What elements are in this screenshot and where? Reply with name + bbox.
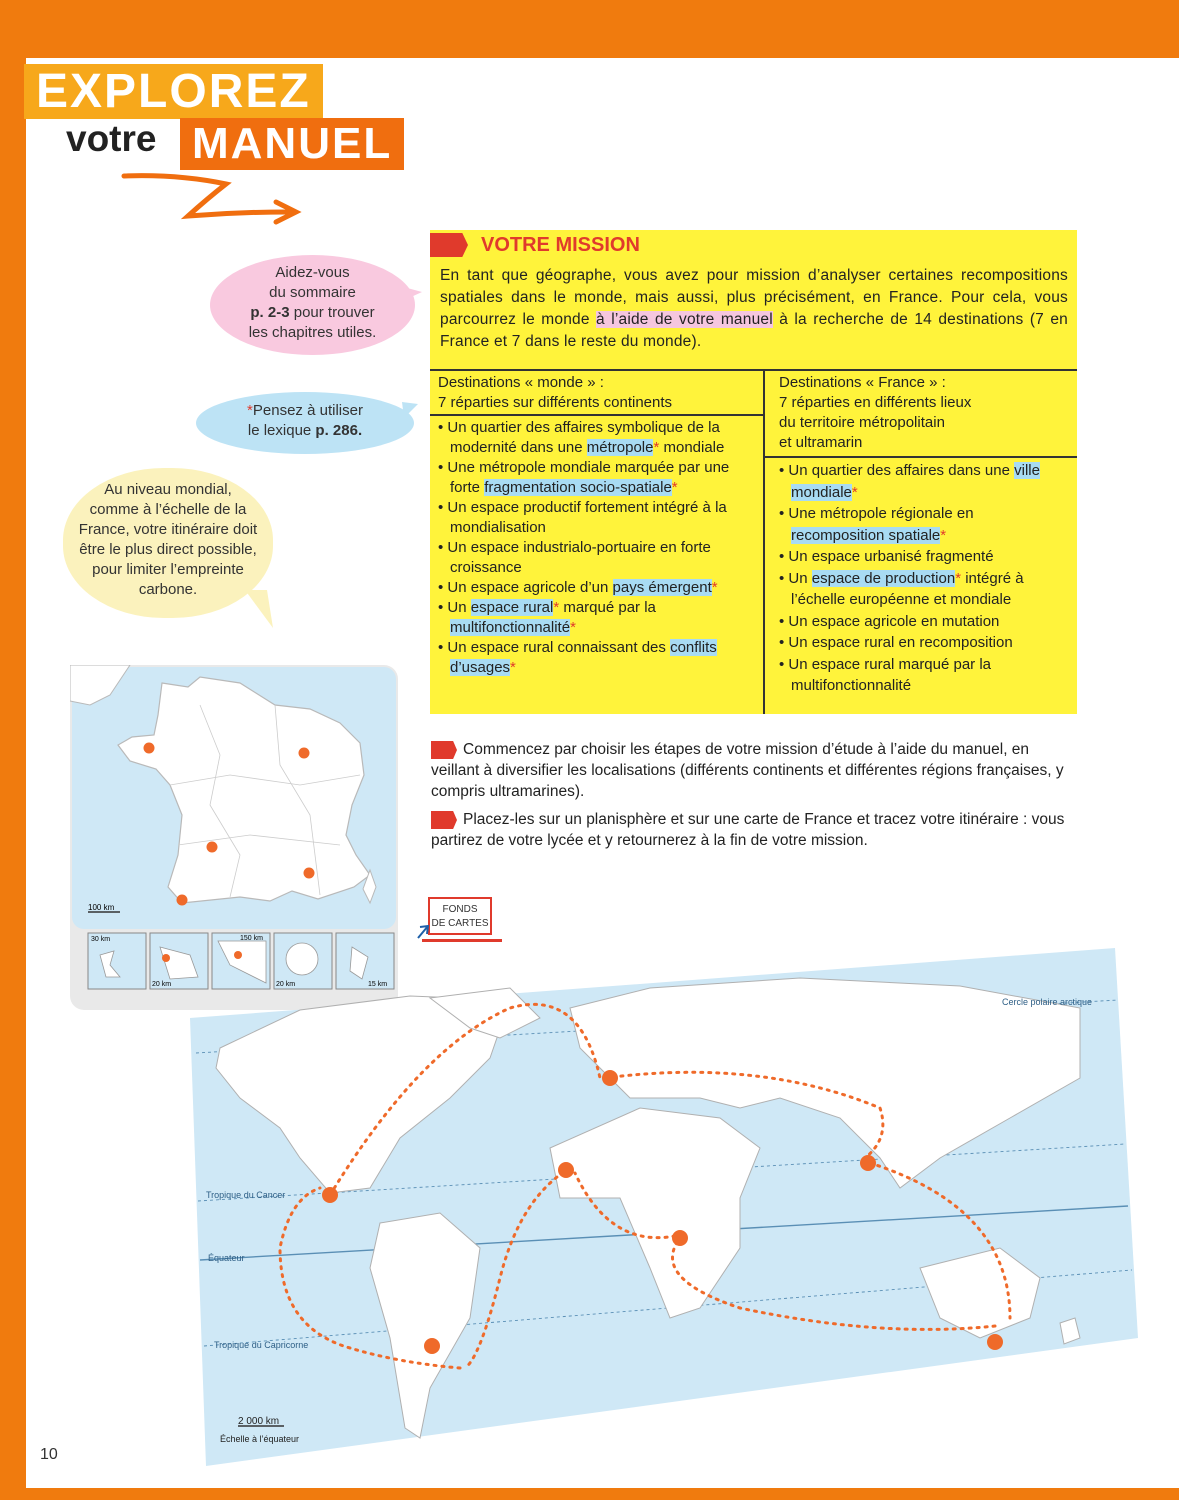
list-item: • Un espace urbanisé fragmenté <box>779 548 994 565</box>
inset-scale: 20 km <box>276 981 296 988</box>
title-manuel: MANUEL <box>180 118 404 170</box>
list-item: • Une métropole régionale en recomposition spatiale* <box>779 505 974 544</box>
item-text: intégré à l’échelle européenne et mondiale <box>791 569 1024 608</box>
label-capricorn: Tropique du Capricorne <box>214 1340 309 1350</box>
title-explorez: EXPLOREZ <box>24 64 323 119</box>
mission-title: VOTRE MISSION <box>481 234 640 256</box>
bubble-itineraire-line: comme à l’échelle de la <box>89 501 247 518</box>
monde-header-line2: 7 réparties sur différents continents <box>438 394 673 411</box>
divider <box>765 456 1077 458</box>
list-item: • Un espace rural en recomposition <box>779 634 1013 651</box>
list-item: • Un quartier des affaires symbolique de la modernité dans une métropole* mondiale <box>438 419 725 456</box>
inset-scale: 30 km <box>91 936 111 943</box>
lexique-term: conflits d’usages <box>450 639 717 676</box>
bubble-sommaire-line3: pour trouver <box>289 304 375 321</box>
lexique-star: * <box>247 402 253 419</box>
bubble-itineraire-line: France, votre itinéraire doit <box>78 521 258 538</box>
title-votre: votre <box>66 118 157 159</box>
list-item: • Un espace rural marqué par la multifonctionnalité <box>779 655 992 694</box>
france-list <box>779 460 1069 697</box>
zigzag-arrow-icon <box>118 168 303 228</box>
lexique-term: fragmentation socio-spatiale <box>484 479 672 496</box>
lexique-star: * <box>510 659 516 676</box>
inset-scale: 15 km <box>368 981 388 988</box>
lexique-star: * <box>653 439 660 456</box>
map-dot <box>144 743 155 754</box>
item-text: Une métropole mondiale marquée par une forte <box>447 459 730 496</box>
item-text: Un <box>447 599 471 616</box>
map-dot <box>672 1230 688 1246</box>
instruction-step2: Placez-les sur un planisphère et sur une carte de France et tracez votre itinéraire : vous partirez de votre lycée et y retournerez à la fin de votre mission. <box>431 811 1065 849</box>
lexique-term: pays émergent <box>612 579 712 596</box>
divider <box>430 414 763 416</box>
instruction-step1: Commencez par choisir les étapes de votre mission d’étude à l’aide du manuel, en veillant à diversifier les localisations (différents continents et différentes régions françaises, y compris ultramarines). <box>431 741 1064 800</box>
bubble-lexique-line1: Pensez à utiliser <box>252 402 363 419</box>
item-text: Un espace agricole d’un <box>447 579 613 596</box>
bubble-lexique-page: p. 286. <box>315 422 363 439</box>
lexique-star: * <box>851 483 858 501</box>
map-dot <box>162 954 170 962</box>
map-dot <box>987 1334 1003 1350</box>
label-equator: Équateur <box>208 1253 245 1263</box>
lexique-term: métropole <box>586 439 654 456</box>
inset-scale: 20 km <box>152 981 172 988</box>
fonds-underline <box>422 939 502 942</box>
world-map <box>180 948 1142 1468</box>
list-item: • Un espace productif fortement intégré à la mondialisation <box>438 499 727 536</box>
lexique-star: * <box>955 569 962 587</box>
monde-list <box>438 418 756 678</box>
map-dot <box>558 1162 574 1178</box>
list-item: • Une métropole mondiale marquée par une forte fragmentation socio-spatiale* <box>438 459 730 496</box>
item-text: mondiale <box>659 439 725 456</box>
item-text: Un espace rural connaissant des <box>447 639 671 656</box>
list-item: • Un espace agricole d’un pays émergent* <box>438 579 718 596</box>
scale-note: Échelle à l’équateur <box>220 1434 300 1444</box>
divider <box>763 369 765 714</box>
fonds-line2: DE CARTES <box>431 918 489 929</box>
item-text: Un espace productif fortement intégré à la mondialisation <box>447 499 727 536</box>
lexique-star: * <box>711 579 718 596</box>
item-text: Un quartier des affaires symbolique de la modernité dans une <box>447 419 720 456</box>
orange-frame-left <box>0 0 26 1500</box>
lexique-term: ville mondiale <box>791 462 1040 501</box>
map-dot <box>424 1338 440 1354</box>
label-cancer: Tropique du Cancer <box>206 1190 286 1200</box>
lexique-term: espace de production <box>811 569 956 587</box>
bubble-sommaire-line2: du sommaire <box>269 284 356 301</box>
france-header-line3: du territoire métropolitain <box>779 414 945 431</box>
item-text: Un quartier des affaires dans une <box>788 462 1015 479</box>
list-item: • Un espace rural connaissant des conflits d’usages* <box>438 639 717 676</box>
list-item: • Un quartier des affaires dans une ville mondiale* <box>779 462 1040 501</box>
bubble-tail <box>245 590 275 630</box>
orange-frame-top <box>0 0 1179 58</box>
bubble-sommaire-line1: Aidez-vous <box>275 264 350 281</box>
mission-text-after: à la recherche de 14 destinations (7 en France et 7 dans le reste du monde). <box>440 311 1069 350</box>
label-polar-circle: Cercle polaire arctique <box>1002 997 1093 1007</box>
cursor-arrow-icon <box>416 924 430 940</box>
france-header <box>779 373 971 453</box>
map-dot <box>207 842 218 853</box>
bubble-sommaire-line4: les chapitres utiles. <box>248 324 377 341</box>
item-text: Un espace rural marqué par la multifonctionnalité <box>788 655 992 694</box>
mission-text-highlight: à l’aide de votre manuel <box>596 311 773 328</box>
item-text: Un espace rural en recomposition <box>788 634 1013 651</box>
bubble-sommaire <box>210 255 415 355</box>
lexique-star: * <box>671 479 678 496</box>
list-item: • Un espace industrialo-portuaire en forte croissance <box>438 539 711 576</box>
orange-frame-bottom <box>0 1488 1179 1500</box>
map-dot <box>322 1187 338 1203</box>
map-dot <box>177 895 188 906</box>
bubble-itineraire <box>63 468 273 618</box>
map-dot <box>299 748 310 759</box>
scale-label: 2 000 km <box>238 1416 280 1427</box>
inset-scale: 150 km <box>240 935 263 942</box>
monde-header <box>438 373 672 413</box>
item-text: Un <box>788 569 812 587</box>
lexique-term: recomposition spatiale <box>791 526 941 544</box>
scale-label: 100 km <box>88 903 115 912</box>
bubble-lexique <box>196 392 414 454</box>
item-text: Un espace urbanisé fragmenté <box>788 548 994 565</box>
list-item: • Un espace de production* intégré à l’échelle européenne et mondiale <box>779 569 1024 608</box>
map-dot <box>304 868 315 879</box>
lexique-star: * <box>940 526 947 544</box>
item-text: Un espace industrialo-portuaire en forte croissance <box>447 539 711 576</box>
france-header-line4: et ultramarin <box>779 434 863 451</box>
mission-text-before: En tant que géographe, vous avez pour mission d’analyser certaines recompositions spatiales dans le monde, mais aussi, plus précisément, en France. Pour cela, vous parcourrez le monde <box>440 267 1068 328</box>
bubble-tail <box>400 282 422 304</box>
red-marker-icon <box>430 233 468 257</box>
france-header-line1: Destinations « France » : <box>779 374 946 391</box>
lexique-term: multifonctionnalité <box>450 619 571 636</box>
list-item: • Un espace agricole en mutation <box>779 612 1000 630</box>
page-number: 10 <box>40 1446 58 1463</box>
lexique-star: * <box>553 599 560 616</box>
bubble-tail <box>402 400 418 420</box>
item-text: Une métropole régionale en <box>788 505 974 522</box>
france-header-line2: 7 réparties en différents lieux <box>779 394 972 411</box>
item-text: Un espace agricole en mutation <box>788 612 1000 630</box>
mission-text <box>440 265 1068 353</box>
lexique-term: espace rural <box>470 599 554 616</box>
monde-header-line1: Destinations « monde » : <box>438 374 604 391</box>
bubble-itineraire-line: Au niveau mondial, <box>104 481 232 498</box>
lexique-star: * <box>570 619 576 636</box>
fonds-de-cartes-button[interactable] <box>428 897 492 935</box>
bubble-itineraire-line: être le plus direct possible, <box>79 541 257 558</box>
bubble-itineraire-line: pour limiter l’empreinte <box>92 561 244 578</box>
bubble-itineraire-line: carbone. <box>138 581 198 598</box>
map-dot <box>860 1155 876 1171</box>
divider <box>430 369 1077 371</box>
item-text: marqué par la <box>559 599 656 616</box>
bubble-lexique-line2: le lexique <box>247 422 316 439</box>
map-dot <box>602 1070 618 1086</box>
list-item: • Un espace rural* marqué par la multifonctionnalité* <box>438 599 656 636</box>
bubble-sommaire-pages: p. 2-3 <box>250 304 290 321</box>
fonds-line1: FONDS <box>442 904 478 915</box>
